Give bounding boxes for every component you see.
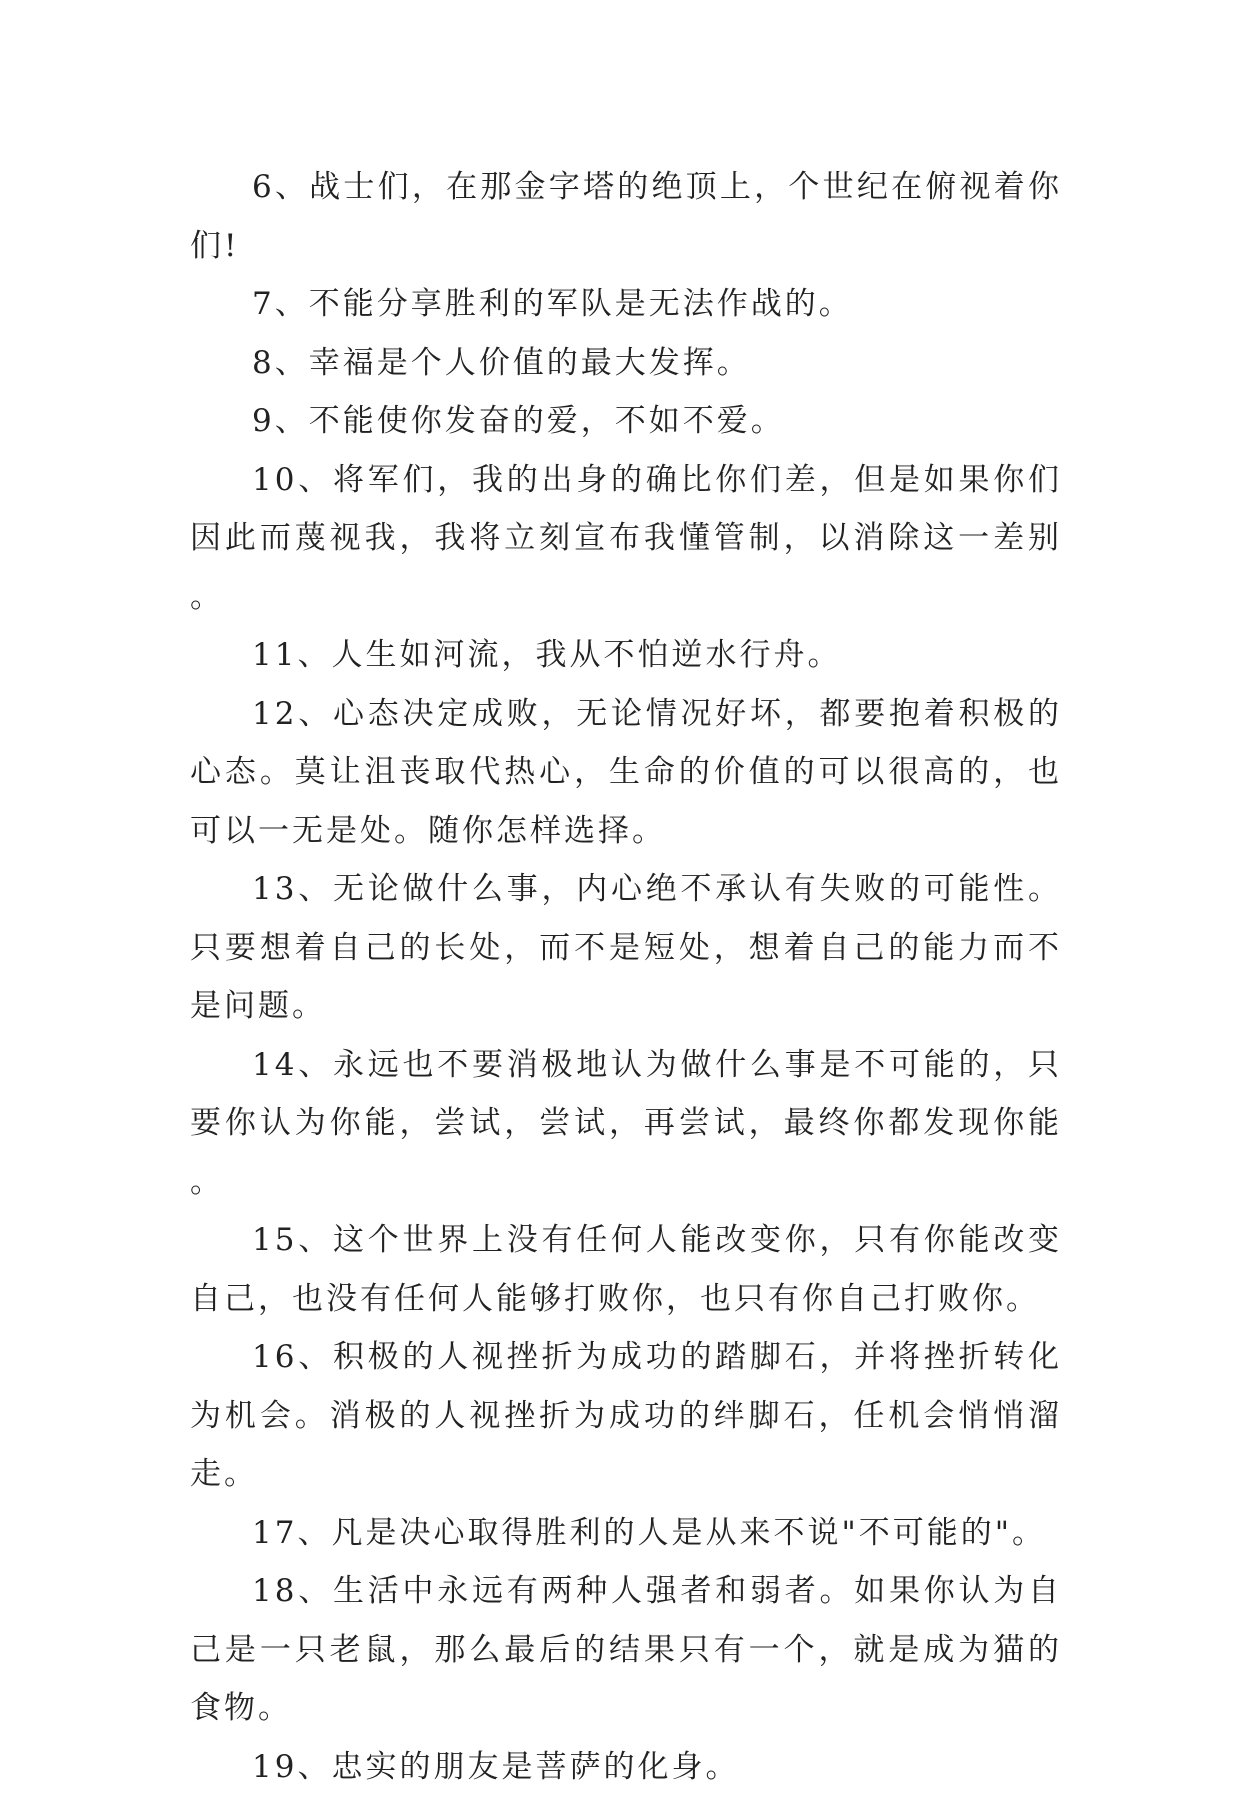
paragraph-16: 16、积极的人视挫折为成功的踏脚石，并将挫折转化为机会。消极的人视挫折为成功的绊脚石，任机会悄悄溜走。 <box>190 1328 1062 1504</box>
paragraph-12: 12、心态决定成败，无论情况好坏，都要抱着积极的心态。莫让沮丧取代热心，生命的价值的可以很高的，也可以一无是处。随你怎样选择。 <box>190 685 1062 861</box>
paragraph-7: 7、不能分享胜利的军队是无法作战的。 <box>190 275 1062 334</box>
paragraph-8: 8、幸福是个人价值的最大发挥。 <box>190 334 1062 393</box>
paragraph-18: 18、生活中永远有两种人强者和弱者。如果你认为自己是一只老鼠，那么最后的结果只有一个，就是成为猫的食物。 <box>190 1562 1062 1738</box>
paragraph-6: 6、战士们，在那金字塔的绝顶上，个世纪在俯视着你们! <box>190 158 1062 275</box>
paragraph-10: 10、将军们，我的出身的确比你们差，但是如果你们因此而蔑视我，我将立刻宣布我懂管制，以消除这一差别。 <box>190 451 1062 627</box>
paragraph-11: 11、人生如河流，我从不怕逆水行舟。 <box>190 626 1062 685</box>
paragraph-13: 13、无论做什么事，内心绝不承认有失败的可能性。只要想着自己的长处，而不是短处，想着自己的能力而不是问题。 <box>190 860 1062 1036</box>
paragraph-9: 9、不能使你发奋的爱，不如不爱。 <box>190 392 1062 451</box>
paragraph-14: 14、永远也不要消极地认为做什么事是不可能的，只要你认为你能，尝试，尝试，再尝试，最终你都发现你能。 <box>190 1036 1062 1212</box>
paragraph-15: 15、这个世界上没有任何人能改变你，只有你能改变自己，也没有任何人能够打败你，也只有你自己打败你。 <box>190 1211 1062 1328</box>
paragraph-19: 19、忠实的朋友是菩萨的化身。 <box>190 1738 1062 1796</box>
paragraph-17: 17、凡是决心取得胜利的人是从来不说"不可能的"。 <box>190 1504 1062 1563</box>
document-body <box>190 158 1062 1796</box>
